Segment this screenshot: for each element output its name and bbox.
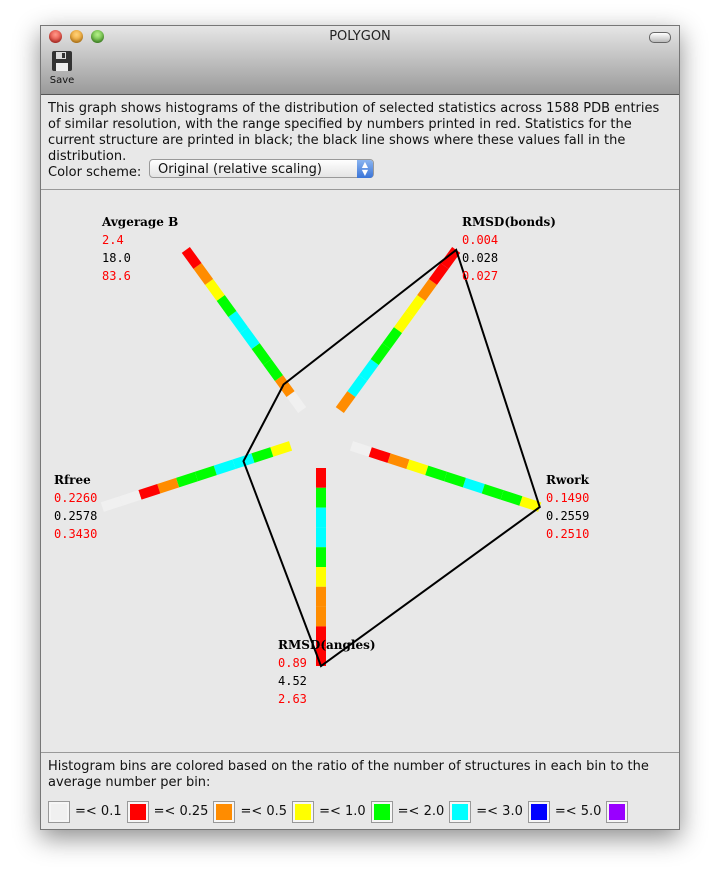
legend-swatch-purple — [606, 801, 628, 823]
histogram-bin — [408, 464, 427, 470]
histogram-bin — [410, 298, 422, 314]
histogram-bin — [340, 394, 352, 410]
histogram-bin — [446, 476, 465, 482]
histogram-bin — [221, 298, 233, 314]
axis-min-value: 0.89 — [278, 656, 307, 670]
legend-panel — [41, 753, 679, 831]
polygon-window — [40, 25, 680, 830]
axis-min-value: 0.004 — [462, 233, 499, 247]
histogram-bin — [351, 446, 370, 452]
legend-label: =< 3.0 — [476, 804, 523, 819]
title-toolbar — [41, 26, 679, 95]
legend-label: =< 0.1 — [75, 804, 122, 819]
legend-swatch-cyan — [449, 801, 471, 823]
color-scheme-value: Original (relative scaling) — [158, 162, 322, 177]
histogram-bin — [244, 330, 256, 346]
save-button[interactable] — [49, 50, 75, 86]
histogram-bin — [502, 495, 521, 501]
axis-label: Rwork — [546, 473, 589, 487]
color-scheme-label: Color scheme: — [48, 165, 142, 180]
description-panel — [41, 95, 679, 190]
axis-current-value: 0.2559 — [546, 509, 590, 523]
axis-current-value: 0.028 — [462, 251, 499, 265]
legend-swatch-yellow — [292, 801, 314, 823]
histogram-bin — [386, 330, 398, 346]
histogram-bin — [375, 346, 387, 362]
histogram-bin — [140, 489, 159, 495]
legend-label: =< 0.5 — [240, 804, 288, 819]
axis-max-value: 0.2510 — [546, 527, 590, 541]
axis-max-value: 0.027 — [462, 269, 499, 283]
legend-label: =< 0.25 — [153, 804, 209, 819]
axis-max-value: 0.3430 — [54, 527, 98, 541]
updown-arrows-icon: ▲ ▼ — [357, 160, 373, 178]
legend-text: Histogram bins are colored based on the ratio of the number of structures in each bin to the average number per bin: — [48, 759, 649, 790]
histogram-bin — [232, 314, 244, 330]
histogram-bin — [102, 501, 121, 507]
axis-label: RMSD(bonds) — [462, 215, 556, 229]
legend-keys — [48, 801, 628, 823]
axis-current-value: 4.52 — [278, 674, 307, 688]
axis-max-value: 2.63 — [278, 692, 307, 706]
axis-current-value: 0.2578 — [54, 509, 98, 523]
histogram-bin — [464, 483, 483, 489]
save-label: Save — [49, 75, 75, 86]
legend-swatch-green — [371, 801, 393, 823]
histogram-bin — [389, 458, 408, 464]
axis-current-value: 18.0 — [102, 251, 131, 265]
histogram-bin — [267, 362, 279, 378]
legend-label: =< 1.0 — [319, 804, 366, 819]
histogram-bin — [197, 266, 209, 282]
histogram-bin — [272, 446, 291, 452]
axis-label: Rfree — [54, 473, 91, 487]
histogram-bin — [121, 495, 140, 501]
histogram-bin — [433, 266, 445, 282]
axis-label: Avgerage B — [102, 215, 179, 229]
histogram-bin — [159, 483, 178, 489]
polygon-plot — [41, 190, 679, 752]
legend-label: =< 5.0 — [554, 804, 602, 819]
window-title: POLYGON — [329, 29, 391, 44]
histogram-bin — [196, 470, 215, 476]
histogram-bin — [370, 452, 389, 458]
toolbar-toggle-button[interactable] — [649, 32, 671, 43]
histogram-bin — [215, 464, 234, 470]
legend-swatch-red — [127, 801, 149, 823]
histogram-bin — [253, 452, 272, 458]
axis-min-value: 0.2260 — [54, 491, 98, 505]
legend-swatch-orange — [213, 801, 235, 823]
legend-swatch-white — [48, 801, 70, 823]
histogram-bin — [291, 394, 303, 410]
histogram-bin — [186, 250, 198, 266]
histogram-bin — [427, 470, 446, 476]
histogram-bin — [483, 489, 502, 495]
legend-swatch-blue — [528, 801, 550, 823]
axis-label: RMSD(angles) — [278, 638, 376, 652]
floppy-disk-icon — [51, 50, 73, 72]
color-scheme-select[interactable] — [149, 159, 374, 178]
polygon-graph — [41, 190, 679, 753]
axis-min-value: 2.4 — [102, 233, 124, 247]
histogram-bin — [351, 378, 363, 394]
histogram-bin — [421, 282, 433, 298]
axis-max-value: 83.6 — [102, 269, 131, 283]
histogram-bin — [398, 314, 410, 330]
axis-min-value: 0.1490 — [546, 491, 590, 505]
legend-label: =< 2.0 — [397, 804, 445, 819]
histogram-bin — [178, 476, 197, 482]
description-text: This graph shows histograms of the distribution of selected statistics across 1588 PDB entries of similar resolution, with the range specified by numbers printed in red. Statistics for the current structure are printed in black; the black line shows where these values fall in the distribution. — [48, 101, 660, 164]
histogram-bin — [363, 362, 375, 378]
histogram-bin — [209, 282, 221, 298]
histogram-bin — [256, 346, 268, 362]
histogram-bin — [521, 501, 540, 507]
